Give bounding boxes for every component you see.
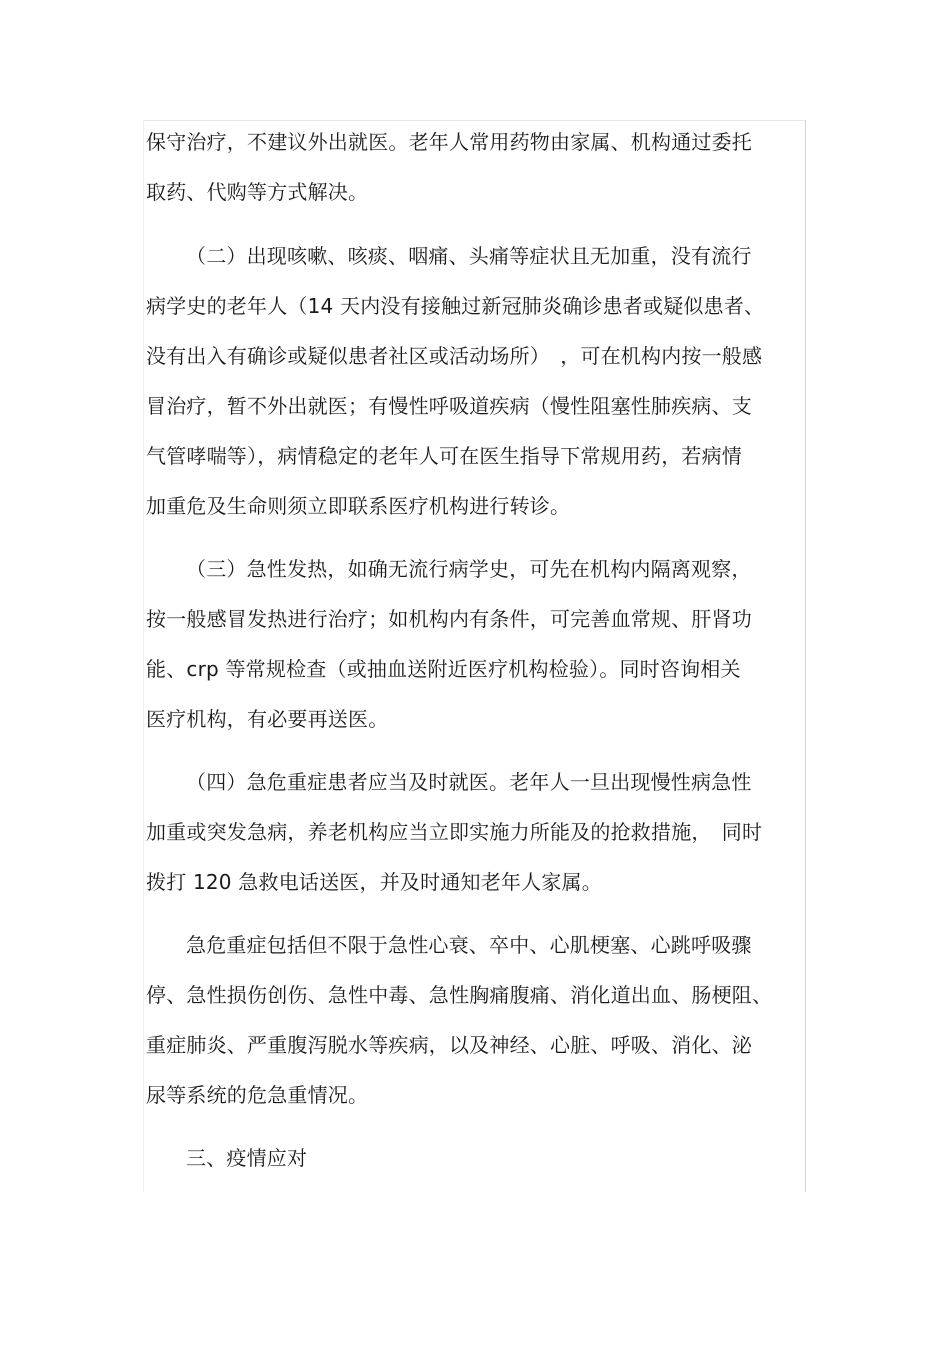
text-line: 冒治疗，暂不外出就医；有慢性呼吸道疾病（慢性阻塞性肺疾病、支 bbox=[146, 394, 752, 418]
text-line: 停、急性损伤创伤、急性中毒、急性胸痛腹痛、消化道出血、肠梗阻、 bbox=[146, 983, 773, 1007]
section-heading: 三、疫情应对 bbox=[186, 1146, 308, 1170]
text-line: 按一般感冒发热进行治疗；如机构内有条件，可完善血常规、肝肾功 bbox=[146, 607, 752, 631]
text-line: 加重危及生命则须立即联系医疗机构进行转诊。 bbox=[146, 494, 571, 518]
text-line: 没有出入有确诊或疑似患者社区或活动场所） ，可在机构内按一般感 bbox=[146, 344, 763, 368]
page-frame bbox=[143, 120, 806, 1192]
text-line: 能、crp 等常规检查（或抽血送附近医疗机构检验）。同时咨询相关 bbox=[146, 657, 741, 681]
text-line: 病学史的老年人（14 天内没有接触过新冠肺炎确诊患者或疑似患者、 bbox=[146, 294, 765, 318]
text-line: 重症肺炎、严重腹泻脱水等疾病，以及神经、心脏、呼吸、消化、泌 bbox=[146, 1033, 752, 1057]
text-line: 加重或突发急病，养老机构应当立即实施力所能及的抢救措施， 同时 bbox=[146, 820, 763, 844]
text-line: （四）急危重症患者应当及时就医。老年人一旦出现慢性病急性 bbox=[186, 770, 752, 794]
text-line: （三）急性发热，如确无流行病学史，可先在机构内隔离观察， bbox=[186, 557, 752, 581]
text-line: 取药、代购等方式解决。 bbox=[146, 180, 369, 204]
text-line: 拨打 120 急救电话送医，并及时通知老年人家属。 bbox=[146, 870, 602, 894]
text-line: 急危重症包括但不限于急性心衰、卒中、心肌梗塞、心跳呼吸骤 bbox=[186, 933, 752, 957]
text-line: 保守治疗，不建议外出就医。老年人常用药物由家属、机构通过委托 bbox=[146, 130, 752, 154]
text-line: （二）出现咳嗽、咳痰、咽痛、头痛等症状且无加重，没有流行 bbox=[186, 244, 752, 268]
text-line: 医疗机构，有必要再送医。 bbox=[146, 707, 389, 731]
text-line: 尿等系统的危急重情况。 bbox=[146, 1083, 369, 1107]
text-line: 气管哮喘等），病情稳定的老年人可在医生指导下常规用药，若病情 bbox=[146, 444, 742, 468]
